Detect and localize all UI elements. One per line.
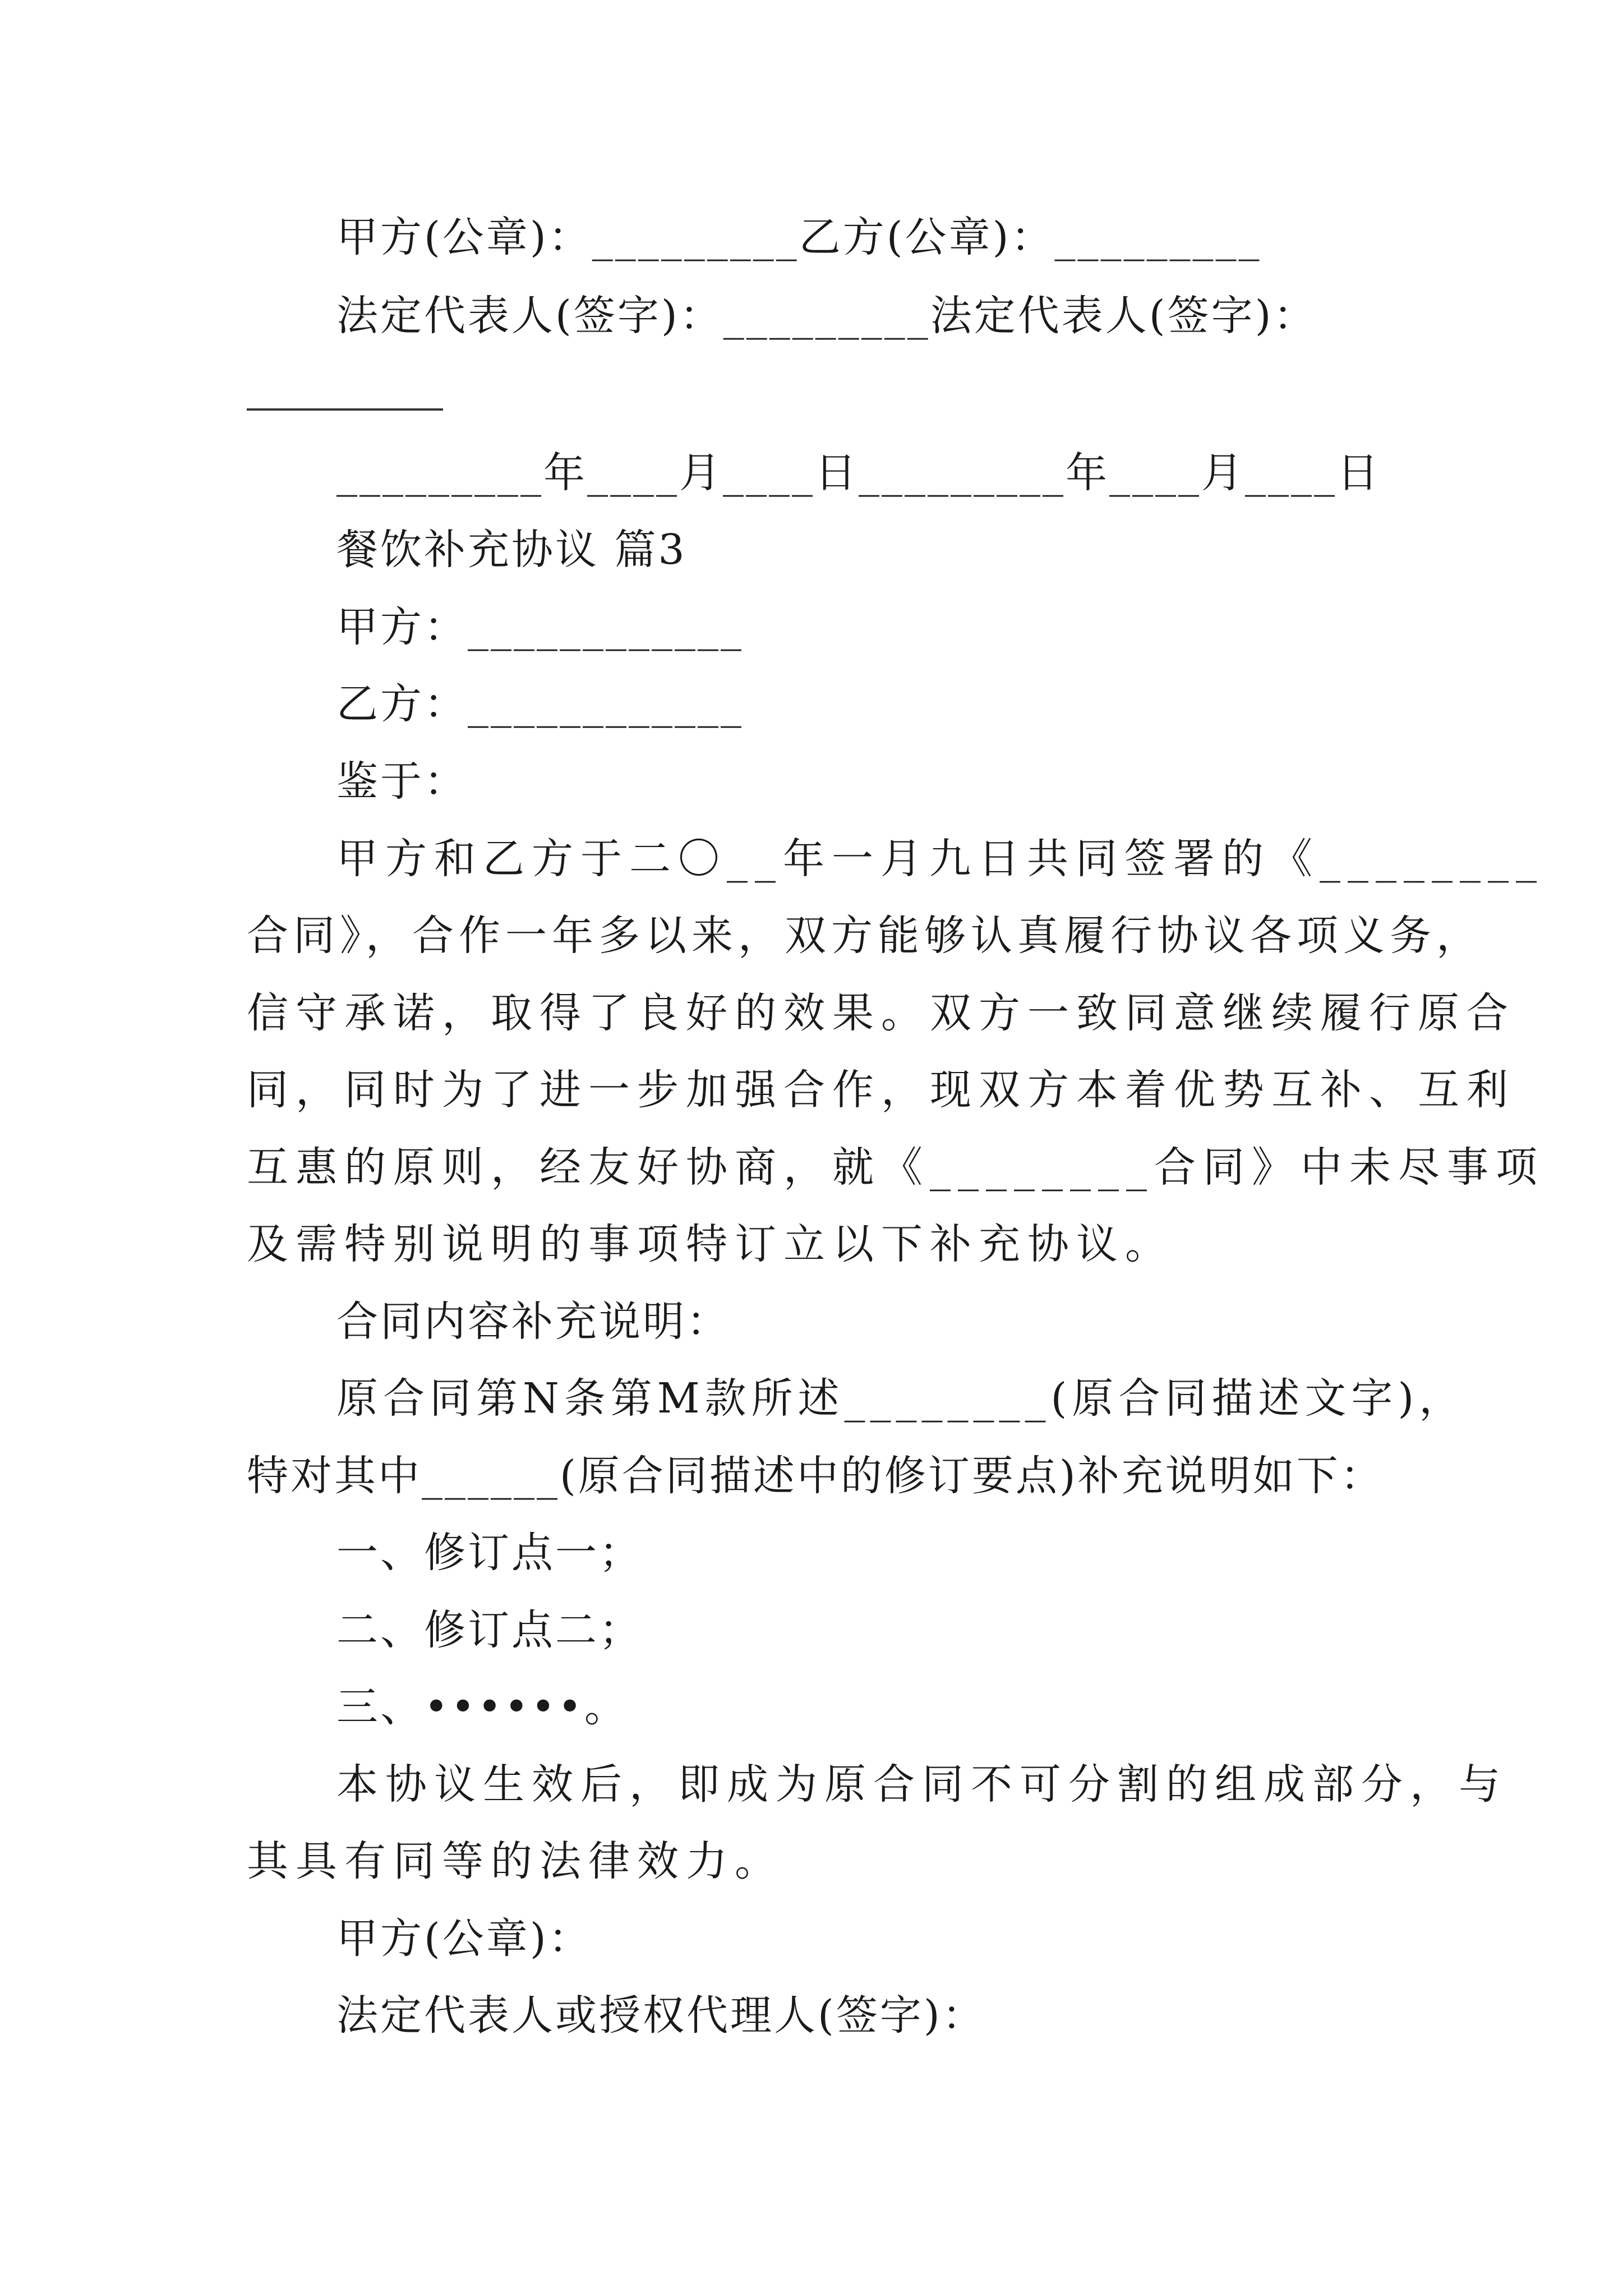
- amendment-item: 二、修订点二；: [336, 1606, 643, 1654]
- supplement-heading: 合同内容补充说明：: [336, 1297, 730, 1346]
- effect-line: 其具有同等的法律效力。: [247, 1837, 783, 1885]
- agreement-title: 餐饮补充协议 篇3: [336, 526, 687, 574]
- amendment-item: 三、••••••。: [336, 1683, 628, 1731]
- sign-party-a: 甲方(公章)：: [336, 1915, 592, 1963]
- signature-blank-line: [247, 408, 443, 411]
- recital-line: 信守承诺，取得了良好的效果。双方一致同意继续履行原合: [247, 989, 1515, 1037]
- sign-rep: 法定代表人或授权代理人(签字)：: [336, 1991, 986, 2040]
- date-line: _________年____月____日_________年____月____日: [336, 449, 1381, 497]
- recital-line: 同，同时为了进一步加强合作，现双方本着优势互补、互利: [247, 1066, 1515, 1114]
- recital-line: 及需特别说明的事项特订立以下补充协议。: [247, 1220, 1174, 1268]
- clause-line: 特对其中______(原合同描述中的修订要点)补充说明如下：: [247, 1452, 1384, 1500]
- recital-line: 互惠的原则，经友好协商，就《________合同》中未尽事项: [247, 1143, 1544, 1191]
- clause-line: 原合同第N条第M款所述________(原合同描述文字)，: [336, 1374, 1466, 1423]
- party-a-line: 甲方：____________: [336, 603, 744, 651]
- party-b-line: 乙方：____________: [336, 680, 744, 728]
- effect-line: 本协议生效后，即成为原合同不可分割的组成部分，与: [336, 1760, 1507, 1809]
- party-seal-line: 甲方(公章)：_________乙方(公章)：_________: [336, 213, 1262, 261]
- amendment-item: 一、修订点一；: [336, 1529, 643, 1577]
- legal-rep-line: 法定代表人(签字)：_________法定代表人(签字)：: [336, 292, 1317, 340]
- whereas-line: 鉴于：: [336, 757, 468, 806]
- recital-line: 甲方和乙方于二〇__年一月九日共同签署的《________: [336, 835, 1544, 883]
- recital-line: 合同》，合作一年多以来，双方能够认真履行协议各项义务，: [247, 912, 1483, 960]
